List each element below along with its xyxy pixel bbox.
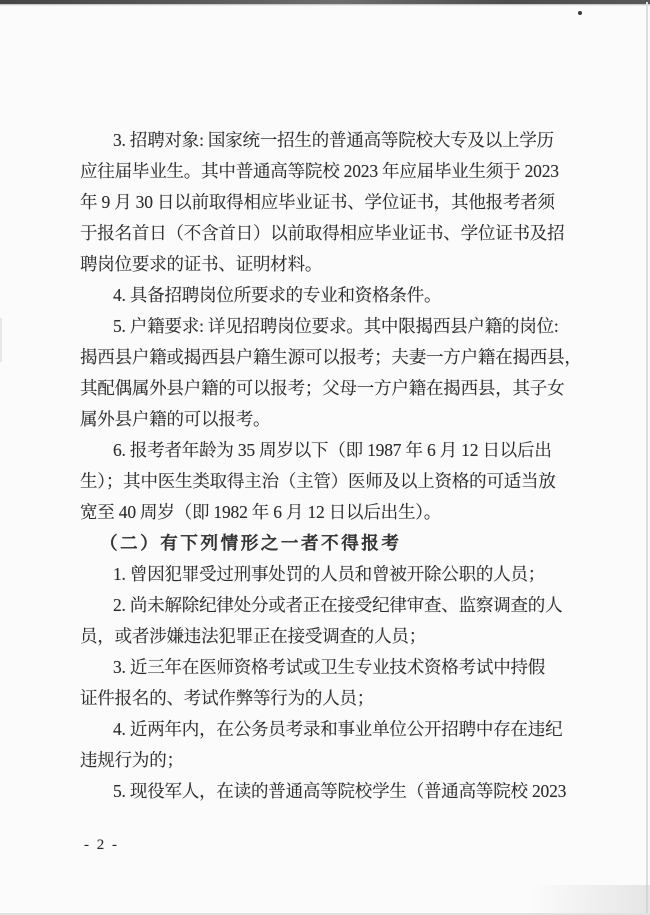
document-line: 4. 具备招聘岗位所要求的专业和资格条件。 <box>113 285 442 305</box>
scan-speck <box>578 11 582 15</box>
document-line: 于报名首日（不含首日）以前取得相应毕业证书、学位证书及招 <box>80 223 565 243</box>
document-section-heading: （二）有下列情形之一者不得报考 <box>100 533 402 553</box>
document-line: 年 9 月 30 日以前取得相应毕业证书、学位证书，其他报考者须 <box>80 192 555 212</box>
document-line: 应往届毕业生。其中普通高等院校 2023 年应届毕业生须于 2023 <box>80 161 559 181</box>
scan-edge-right <box>646 2 648 913</box>
document-line: 证件报名的、考试作弊等行为的人员； <box>80 688 375 708</box>
document-body <box>80 125 586 807</box>
document-line: 1. 曾因犯罪受过刑事处罚的人员和曾被开除公职的人员； <box>113 564 546 584</box>
document-line: 员，或者涉嫌违法犯罪正在接受调查的人员； <box>80 626 426 646</box>
document-line: 聘岗位要求的证书、证明材料。 <box>80 254 323 274</box>
document-line: 属外县户籍的可以报考。 <box>80 409 271 429</box>
document-line: 5. 现役军人，在读的普通高等院校学生（普通高等院校 2023 <box>113 781 567 801</box>
document-line: 6. 报考者年龄为 35 周岁以下（即 1987 年 6 月 12 日以后出 <box>113 440 552 460</box>
document-line: 5. 户籍要求: 详见招聘岗位要求。其中限揭西县户籍的岗位: <box>113 316 559 336</box>
document-line: 2. 尚未解除纪律处分或者正在接受纪律审查、监察调查的人 <box>113 595 563 615</box>
scan-left-artifact <box>0 318 2 362</box>
document-line: 宽至 40 周岁（即 1982 年 6 月 12 日以后出生）。 <box>80 502 442 522</box>
document-line: 3. 招聘对象: 国家统一招生的普通高等院校大专及以上学历 <box>113 130 554 150</box>
document-line: 3. 近三年在医师资格考试或卫生专业技术资格考试中持假 <box>113 657 546 677</box>
scan-corner-smudge <box>530 885 650 913</box>
document-line: 其配偶属外县户籍的可以报考；父母一方户籍在揭西县，其子女 <box>80 378 565 398</box>
document-line: 违规行为的； <box>80 750 184 770</box>
document-line: 揭西县户籍或揭西县户籍生源可以报考；夫妻一方户籍在揭西县， <box>80 347 582 367</box>
document-line: 生）；其中医生类取得主治（主管）医师及以上资格的可适当放 <box>80 471 556 491</box>
document-line: 4. 近两年内，在公务员考录和事业单位公开招聘中存在违纪 <box>113 719 563 739</box>
scan-edge-top-shadow <box>0 4 650 6</box>
page-footer-number: - 2 - <box>84 837 119 853</box>
